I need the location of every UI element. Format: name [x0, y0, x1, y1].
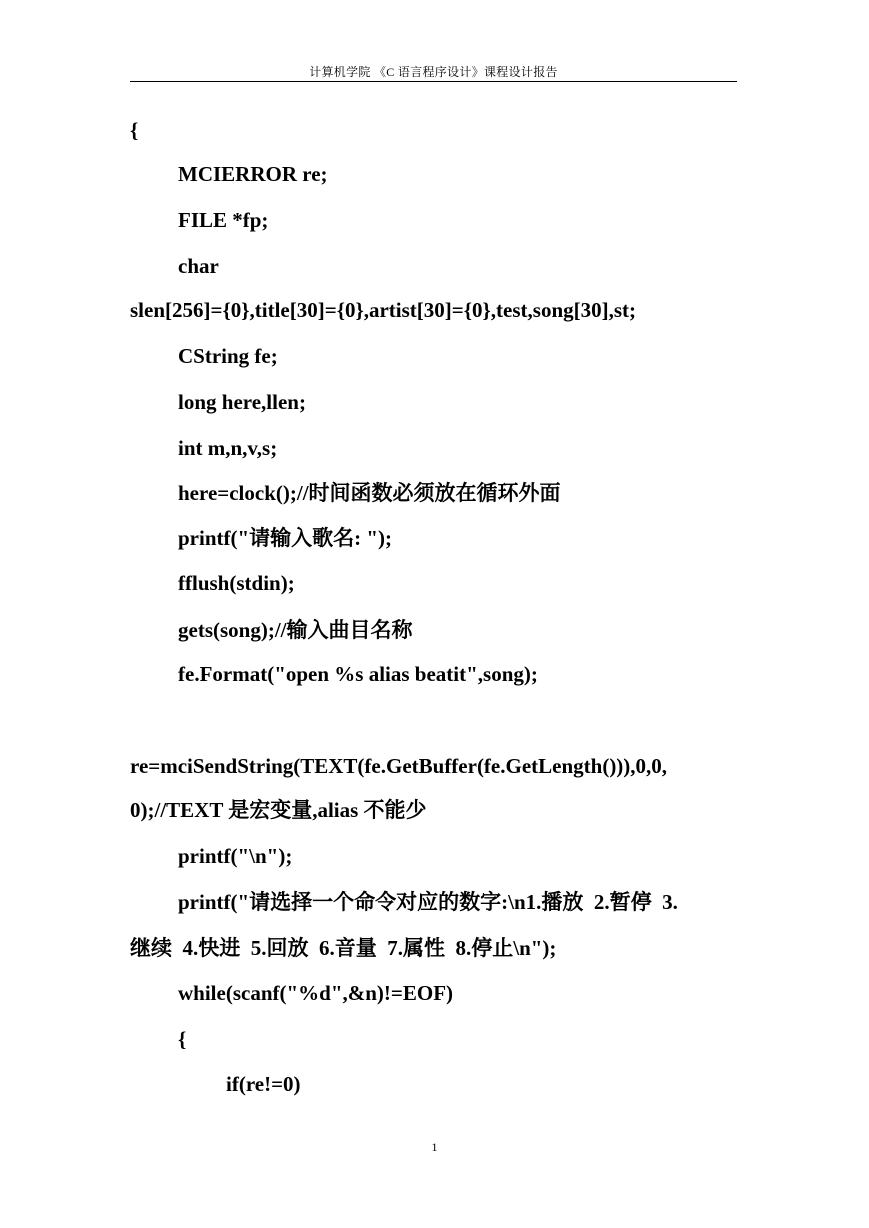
- code-line: fe.Format("open %s alias beatit",song);: [178, 662, 538, 686]
- code-line: int m,n,v,s;: [178, 436, 278, 460]
- code-line: {: [178, 1027, 187, 1051]
- code-line: char: [178, 254, 219, 278]
- header-divider: [130, 81, 737, 82]
- code-line: printf("\n");: [178, 844, 293, 868]
- code-line: gets(song);//输入曲目名称: [178, 618, 413, 642]
- code-line: MCIERROR re;: [178, 162, 328, 186]
- code-line: FILE *fp;: [178, 208, 269, 232]
- code-line: while(scanf("%d",&n)!=EOF): [178, 981, 454, 1005]
- code-line: slen[256]={0},title[30]={0},artist[30]={0},test,song[30],st;: [130, 298, 637, 322]
- code-line: long here,llen;: [178, 390, 306, 414]
- code-line: printf("请输入歌名: ");: [178, 526, 393, 550]
- code-line: printf("请选择一个命令对应的数字:\n1.播放 2.暂停 3.: [178, 890, 678, 914]
- code-line: {: [130, 118, 139, 142]
- code-line: re=mciSendString(TEXT(fe.GetBuffer(fe.GetLength())),0,0,: [130, 754, 668, 778]
- running-header: 计算机学院 《C 语言程序设计》课程设计报告: [309, 65, 558, 79]
- code-line: if(re!=0): [226, 1072, 301, 1096]
- code-line: 0);//TEXT 是宏变量,alias 不能少: [130, 798, 427, 822]
- page-number: 1: [431, 1140, 438, 1154]
- code-line: fflush(stdin);: [178, 571, 295, 595]
- code-line: here=clock();//时间函数必须放在循环外面: [178, 481, 561, 505]
- code-line: 继续 4.快进 5.回放 6.音量 7.属性 8.停止\n");: [130, 936, 557, 960]
- code-line: CString fe;: [178, 344, 278, 368]
